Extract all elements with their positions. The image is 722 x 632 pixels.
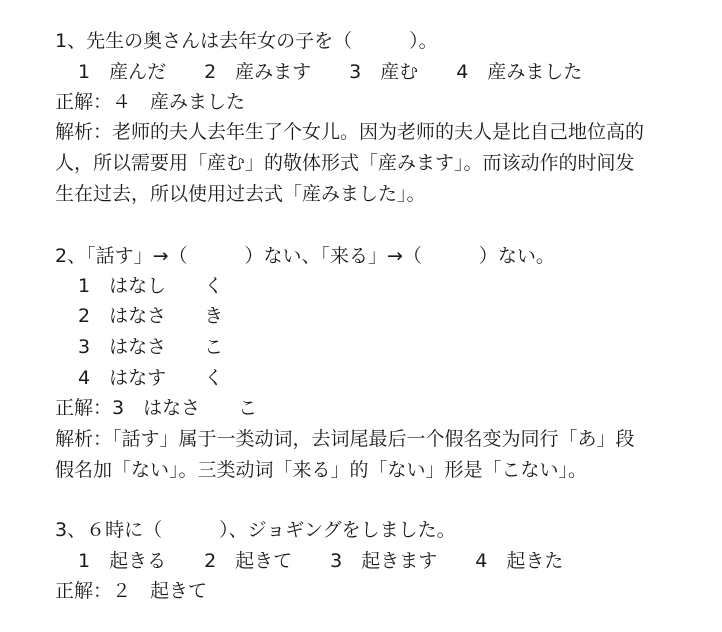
- question-1-explanation-line: 生在过去，所以使用过去式「産みました」。: [55, 183, 426, 205]
- question-2-option: 2 はなさ き: [78, 305, 224, 327]
- question-2-option: 1 はなし く: [78, 275, 224, 297]
- question-3-text: 3、６時に（ ）、ジョギングをしました。: [55, 519, 456, 541]
- question-3-answer: 正解：２ 起きて: [55, 580, 208, 602]
- question-2-text: 2、「話す」→（ ）ない、「来る」→（ ）ない。: [55, 245, 555, 267]
- question-1-explanation-line: 人，所以需要用「産む」的敬体形式「産みます」。而该动作的时间发: [55, 152, 635, 174]
- question-2-explanation-line: 解析：「話す」属于一类动词，去词尾最后一个假名变为同行「あ」段: [55, 428, 635, 450]
- question-3-options: 1 起きる 2 起きて 3 起きます 4 起きた: [78, 550, 564, 572]
- question-2-answer: 正解：3 はなさ こ: [55, 397, 258, 419]
- question-2-explanation-line: 假名加「ない」。三类动词「来る」的「ない」形是「こない」。: [55, 459, 588, 481]
- question-1-explanation-line: 解析：老师的夫人去年生了个女儿。因为老师的夫人是比自己地位高的: [55, 121, 645, 143]
- question-1-options: 1 産んだ 2 産みます 3 産む 4 産みました: [78, 61, 583, 83]
- question-2-option: 3 はなさ こ: [78, 336, 224, 358]
- question-2-option: 4 はなす く: [78, 367, 224, 389]
- question-1-text: 1、先生の奥さんは去年女の子を（ ）。: [55, 30, 438, 52]
- question-1-answer: 正解：４ 産みました: [55, 91, 246, 113]
